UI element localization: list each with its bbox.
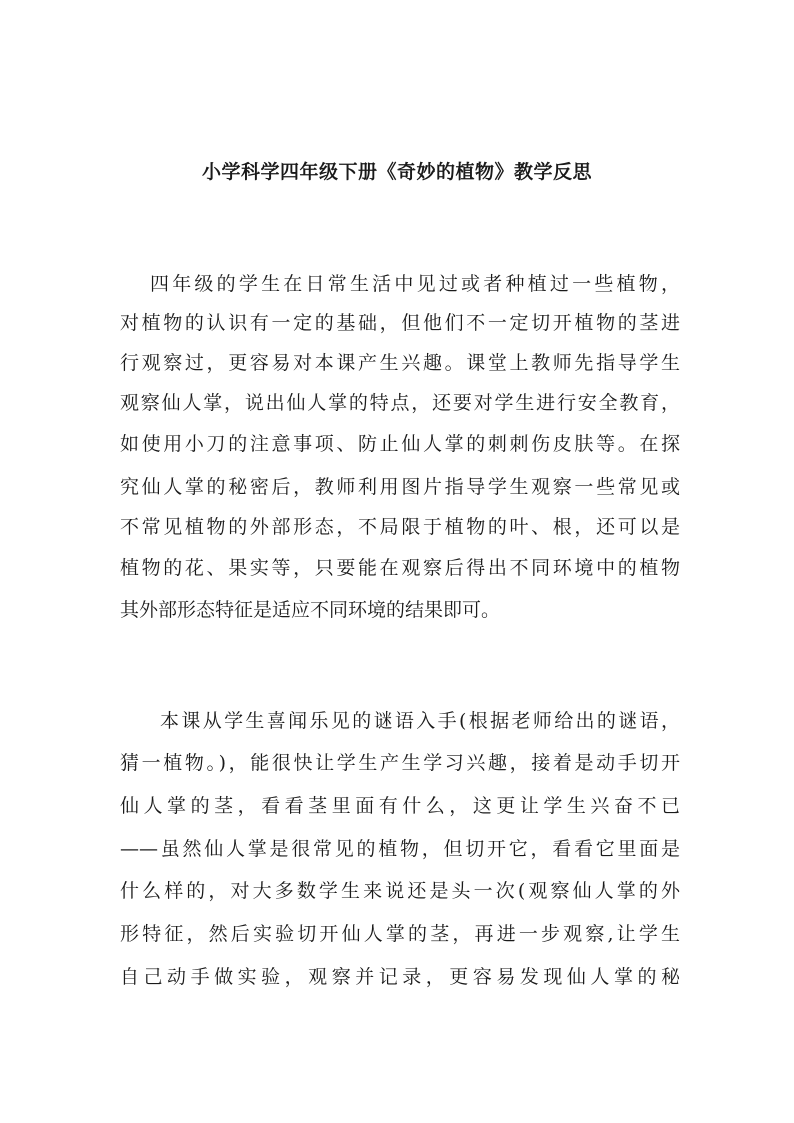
paragraph-1-line: 行观察过，更容易对本课产生兴趣。课堂上教师先指导学生 xyxy=(120,352,680,374)
paragraph-2-line: 形特征，然后实验切开仙人掌的茎，再进一步观察,让学生 xyxy=(120,923,680,945)
paragraph-2-line: 猜一植物。)，能很快让学生产生学习兴趣，接着是动手切开 xyxy=(120,752,680,774)
paragraph-1-line: 四年级的学生在日常生活中见过或者种植过一些植物， xyxy=(150,273,680,295)
paragraph-1-line: 如使用小刀的注意事项、防止仙人掌的刺刺伤皮肤等。在探 xyxy=(120,433,680,455)
paragraph-1-line: 观察仙人掌，说出仙人掌的特点，还要对学生进行安全教育， xyxy=(120,392,680,414)
paragraph-2-line: 自己动手做实验，观察并记录，更容易发现仙人掌的秘 xyxy=(120,966,680,988)
paragraph-2-line: 仙人掌的茎，看看茎里面有什么，这更让学生兴奋不已 xyxy=(120,795,680,817)
paragraph-1-line: 对植物的认识有一定的基础，但他们不一定切开植物的茎进 xyxy=(120,312,680,334)
paragraph-2-line: ——虽然仙人掌是很常见的植物，但切开它，看看它里面是 xyxy=(120,838,680,860)
paragraph-2-line: 本课从学生喜闻乐见的谜语入手(根据老师给出的谜语， xyxy=(160,710,680,732)
paragraph-1-line: 其外部形态特征是适应不同环境的结果即可。 xyxy=(120,599,501,621)
paragraph-2-line: 什么样的，对大多数学生来说还是头一次(观察仙人掌的外 xyxy=(120,880,680,902)
paragraph-1-line: 究仙人掌的秘密后，教师利用图片指导学生观察一些常见或 xyxy=(120,476,680,498)
paragraph-1-line: 不常见植物的外部形态，不局限于植物的叶、根，还可以是 xyxy=(120,516,680,538)
paragraph-1-line: 植物的花、果实等，只要能在观察后得出不同环境中的植物 xyxy=(120,557,680,579)
document-title: 小学科学四年级下册《奇妙的植物》教学反思 xyxy=(201,161,592,183)
